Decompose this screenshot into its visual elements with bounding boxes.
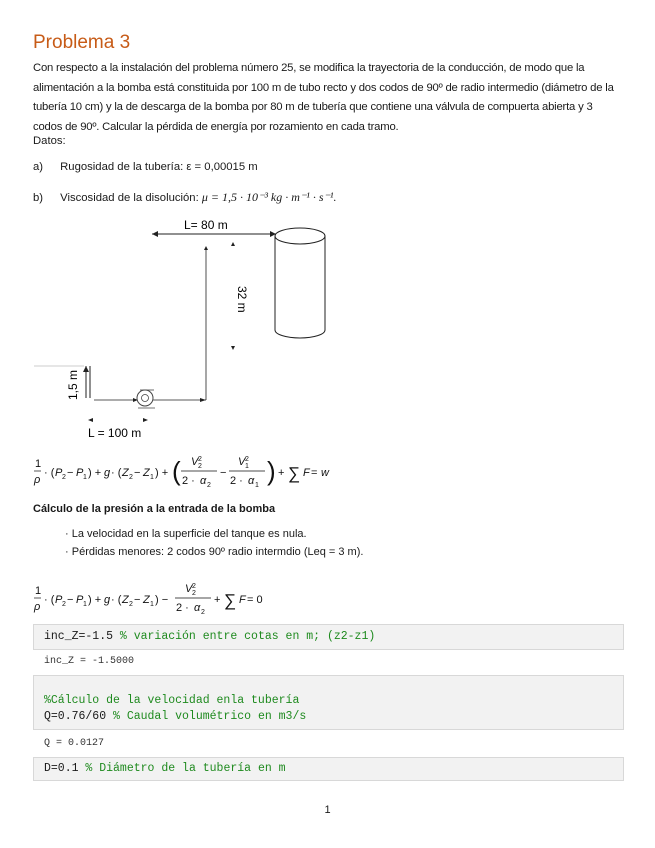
bottom-length-arrow-left	[88, 418, 93, 422]
top-length-label: L= 80 m	[184, 218, 228, 232]
svg-text:2: 2	[198, 463, 202, 470]
code-comment: % Diámetro de la tubería en m	[85, 762, 286, 775]
svg-text:−: −	[220, 467, 227, 479]
datos-label: Datos:	[33, 135, 66, 147]
height-arrow-bottom	[231, 346, 235, 350]
code-text: D=0.1	[44, 762, 86, 775]
data-item-b-label: b)	[33, 192, 44, 204]
page-title: Problema 3	[33, 32, 131, 53]
svg-text:α: α	[200, 475, 207, 487]
svg-text:−: −	[67, 594, 74, 606]
tank-top	[275, 228, 325, 244]
installation-diagram	[30, 212, 370, 442]
svg-text:=: =	[311, 467, 318, 479]
svg-text:∑: ∑	[224, 591, 237, 610]
code-line	[44, 709, 613, 725]
code-line	[44, 761, 613, 777]
svg-text:2: 2	[207, 482, 211, 489]
svg-text:1: 1	[83, 601, 87, 608]
svg-text:1: 1	[35, 458, 42, 470]
svg-text:Z: Z	[122, 467, 129, 479]
svg-text:· (: · (	[111, 467, 122, 479]
svg-text:w: w	[321, 467, 329, 479]
svg-text:P: P	[76, 594, 84, 606]
bullet-text-1: La velocidad en la superficie del tanque es nula.	[71, 528, 307, 540]
svg-text:2: 2	[129, 601, 133, 608]
svg-text:2: 2	[201, 609, 205, 616]
code-block-1[interactable]	[33, 624, 624, 650]
code-text: Q=0.76/60	[44, 710, 114, 723]
svg-text:∑: ∑	[288, 464, 301, 483]
svg-text:) +: ) +	[88, 594, 102, 606]
top-length-arrow-left	[152, 231, 158, 237]
pipe-arrow-top	[204, 246, 208, 250]
simplified-equation	[33, 582, 273, 618]
height-arrow-top	[231, 242, 235, 246]
svg-text:1: 1	[150, 601, 154, 608]
code-comment: % Caudal volumétrico en m3/s	[113, 710, 307, 723]
data-item-a	[33, 161, 258, 173]
svg-text:α: α	[248, 475, 255, 487]
data-item-b-text: Viscosidad de la disolución:	[60, 192, 199, 204]
svg-text:−: −	[134, 594, 141, 606]
code-line	[44, 693, 613, 709]
svg-text:F: F	[239, 594, 246, 606]
svg-text:g: g	[104, 594, 111, 606]
section-heading: Cálculo de la presión a la entrada de la bomba	[33, 503, 276, 515]
svg-text:2 ·: 2 ·	[176, 602, 189, 614]
svg-text:2 ·: 2 ·	[182, 475, 195, 487]
viscosity-formula: μ = 1,5 · 10⁻³ kg · m⁻¹ · s⁻¹.	[201, 190, 337, 204]
svg-text:F: F	[303, 467, 310, 479]
page-number: 1	[324, 804, 331, 816]
svg-text:V: V	[185, 583, 193, 595]
left-height-label: 1,5 m	[66, 369, 80, 400]
tank-bottom	[275, 330, 325, 338]
svg-text:) +: ) +	[155, 467, 169, 479]
svg-text:1: 1	[83, 474, 87, 481]
svg-text:Z: Z	[143, 467, 150, 479]
svg-text:2: 2	[62, 474, 66, 481]
svg-text:P: P	[76, 467, 84, 479]
svg-text:· (: · (	[44, 594, 55, 606]
bullet-text-2: Pérdidas menores: 2 codos 90º radio intermdio (Leq = 3 m).	[71, 546, 364, 558]
svg-text:): )	[267, 456, 276, 486]
code-comment: %Cálculo de la velocidad enla tubería	[44, 694, 300, 707]
svg-text:· (: · (	[44, 467, 55, 479]
svg-text:2: 2	[129, 474, 133, 481]
svg-text:Z: Z	[143, 594, 150, 606]
svg-text:) −: ) −	[155, 594, 169, 606]
output-q: Q = 0.0127	[44, 738, 105, 749]
height-label: 32 m	[235, 286, 249, 313]
svg-text:1: 1	[245, 463, 249, 470]
svg-text:1: 1	[255, 482, 259, 489]
svg-text:2: 2	[192, 590, 196, 597]
svg-text:= 0: = 0	[247, 594, 263, 606]
bottom-length-label: L = 100 m	[88, 426, 142, 440]
svg-text:+: +	[214, 594, 221, 606]
svg-text:P: P	[55, 594, 63, 606]
svg-text:+: +	[278, 467, 285, 479]
problem-statement: Con respecto a la instalación del problema número 25, se modifica la trayectoria de la conducción, de modo que la alimentación a la bomba está constituida por 100 m de tubo recto y dos codos de 90º de radio intermedio (diámetro de la tubería 10 cm) y la de descarga de la bomba por 80 m de tubería que contiene una válvula de compuerta abierta y 3 codos de 90º. Calcular la pérdida de energía por rozamiento en cada tramo.	[33, 62, 614, 133]
svg-text:Z: Z	[122, 594, 129, 606]
svg-text:g: g	[104, 467, 111, 479]
svg-text:2: 2	[198, 456, 202, 463]
code-comment: % variación entre cotas en m; (z2-z1)	[119, 630, 376, 643]
svg-text:2: 2	[192, 583, 196, 590]
bullet-item: · Pérdidas menores: 2 codos 90º radio intermdio (Leq = 3 m).	[65, 546, 364, 558]
svg-text:· (: · (	[111, 594, 122, 606]
bottom-length-arrow-right	[143, 418, 148, 422]
data-item-a-label: a)	[33, 161, 44, 173]
svg-text:1: 1	[150, 474, 154, 481]
code-text: inc_Z=-1.5	[44, 630, 120, 643]
svg-text:2 ·: 2 ·	[230, 475, 243, 487]
bullet-item: · La velocidad en la superficie del tanque es nula.	[65, 528, 307, 540]
svg-text:2: 2	[245, 456, 249, 463]
svg-text:V: V	[238, 456, 246, 468]
svg-text:2: 2	[62, 601, 66, 608]
code-block-2[interactable]	[33, 675, 624, 730]
output-inc-z: inc_Z = -1.5000	[44, 656, 135, 667]
svg-text:(: (	[172, 456, 181, 486]
svg-text:−: −	[67, 467, 74, 479]
svg-text:) +: ) +	[88, 467, 102, 479]
pump-icon	[137, 390, 153, 406]
left-height-arrow-up	[83, 366, 89, 372]
data-item-b	[33, 190, 336, 205]
svg-text:ρ: ρ	[34, 601, 41, 613]
svg-text:ρ: ρ	[34, 474, 41, 486]
energy-equation	[33, 452, 333, 492]
svg-text:−: −	[134, 467, 141, 479]
svg-text:1: 1	[35, 585, 42, 597]
svg-text:V: V	[191, 456, 199, 468]
code-line	[44, 629, 613, 645]
svg-text:P: P	[55, 467, 63, 479]
data-item-a-text: Rugosidad de la tubería: ε = 0,00015 m	[60, 161, 258, 173]
svg-text:α: α	[194, 602, 201, 614]
suction-arrow	[200, 398, 206, 402]
code-block-3[interactable]	[33, 757, 624, 781]
